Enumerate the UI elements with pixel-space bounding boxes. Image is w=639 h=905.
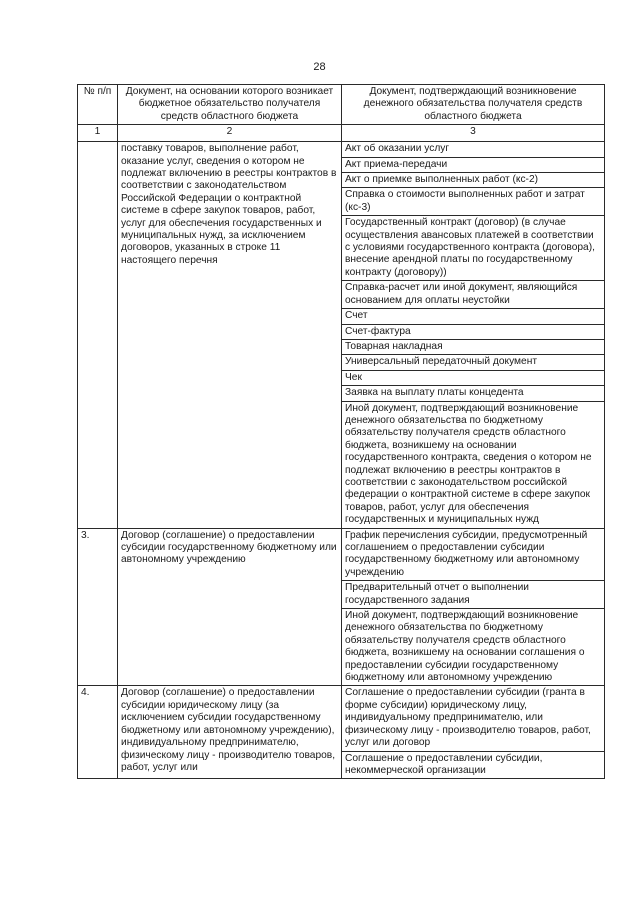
confirming-document: График перечисления субсидии, предусмотренный соглашением о предоставлении субсидии государственному бюджетному или автономному учреждению <box>342 528 605 581</box>
table-row <box>78 142 605 157</box>
page-number: 28 <box>313 61 326 73</box>
table-row <box>78 686 605 751</box>
confirming-document: Соглашение о предоставлении субсидии, некоммерческой организации <box>342 751 605 779</box>
confirming-document: Акт о приемке выполненных работ (кс-2) <box>342 173 605 188</box>
column-number: 2 <box>118 125 342 142</box>
row-number: 4. <box>78 686 118 779</box>
header-row <box>78 85 605 125</box>
basis-document: Договор (соглашение) о предоставлении субсидии государственному бюджетному или автономному учреждению <box>118 528 342 686</box>
confirming-document: Иной документ, подтверждающий возникновение денежного обязательства по бюджетному обязательству получателя средств областного бюджета, возникшему на основании государственного контракта, сведения о котором не подлежат включению в реестры контрактов в соответствии с законодательством российской федерации о контрактной системе в сфере закупок товаров, работ, услуг для обеспечения государственных и муниципальных нужд <box>342 401 605 528</box>
confirming-document: Универсальный передаточный документ <box>342 355 605 370</box>
confirming-document: Товарная накладная <box>342 339 605 354</box>
confirming-document: Справка о стоимости выполненных работ и затрат (кс-3) <box>342 188 605 216</box>
confirming-document: Справка-расчет или иной документ, являющийся основанием для оплаты неустойки <box>342 281 605 309</box>
column-number: 3 <box>342 125 605 142</box>
confirming-document: Чек <box>342 370 605 385</box>
column-number: 1 <box>78 125 118 142</box>
confirming-document: Заявка на выплату платы концедента <box>342 386 605 401</box>
row-number <box>78 142 118 528</box>
confirming-document: Акт об оказании услуг <box>342 142 605 157</box>
header-basis-document: Документ, на основании которого возникает бюджетное обязательство получателя средств областного бюджета <box>118 85 342 125</box>
confirming-document: Акт приема-передачи <box>342 157 605 172</box>
confirming-document: Предварительный отчет о выполнении государственного задания <box>342 581 605 609</box>
documents-table <box>77 84 605 779</box>
basis-document: поставку товаров, выполнение работ, оказание услуг, сведения о котором не подлежат включению в реестры контрактов в соответствии с законодательством Российской Федерации о контрактной системе в сфере закупок товаров, работ, услуг для обеспечения государственных и муниципальных нужд, за исключением договоров, указанных в строке 11 настоящего перечня <box>118 142 342 528</box>
header-confirming-document: Документ, подтверждающий возникновение денежного обязательства получателя средств областного бюджета <box>342 85 605 125</box>
confirming-document: Государственный контракт (договор) (в случае осуществления авансовых платежей в соответствии с условиями государственного контракта (договора), внесение арендной платы по государственному контракту (договору)) <box>342 216 605 281</box>
basis-document: Договор (соглашение) о предоставлении субсидии юридическому лицу (за исключением субсидии государственному бюджетному или автономному учреждению), индивидуальному предпринимателю, физическому лицу - производителю товаров, работ, услуг или <box>118 686 342 779</box>
row-number: 3. <box>78 528 118 686</box>
confirming-document: Соглашение о предоставлении субсидии (гранта в форме субсидии) юридическому лицу, индивидуальному предпринимателю, или физическому лицу - производителю товаров, работ, услуг или договор <box>342 686 605 751</box>
confirming-document: Счет-фактура <box>342 324 605 339</box>
confirming-document: Счет <box>342 309 605 324</box>
table-row <box>78 528 605 581</box>
header-number: № п/п <box>78 85 118 125</box>
confirming-document: Иной документ, подтверждающий возникновение денежного обязательства по бюджетному обязательству получателя средств областного бюджета, возникшему на основании соглашения о предоставлении субсидии государственному бюджетному или автономному учреждению <box>342 609 605 686</box>
column-numbers-row <box>78 125 605 142</box>
